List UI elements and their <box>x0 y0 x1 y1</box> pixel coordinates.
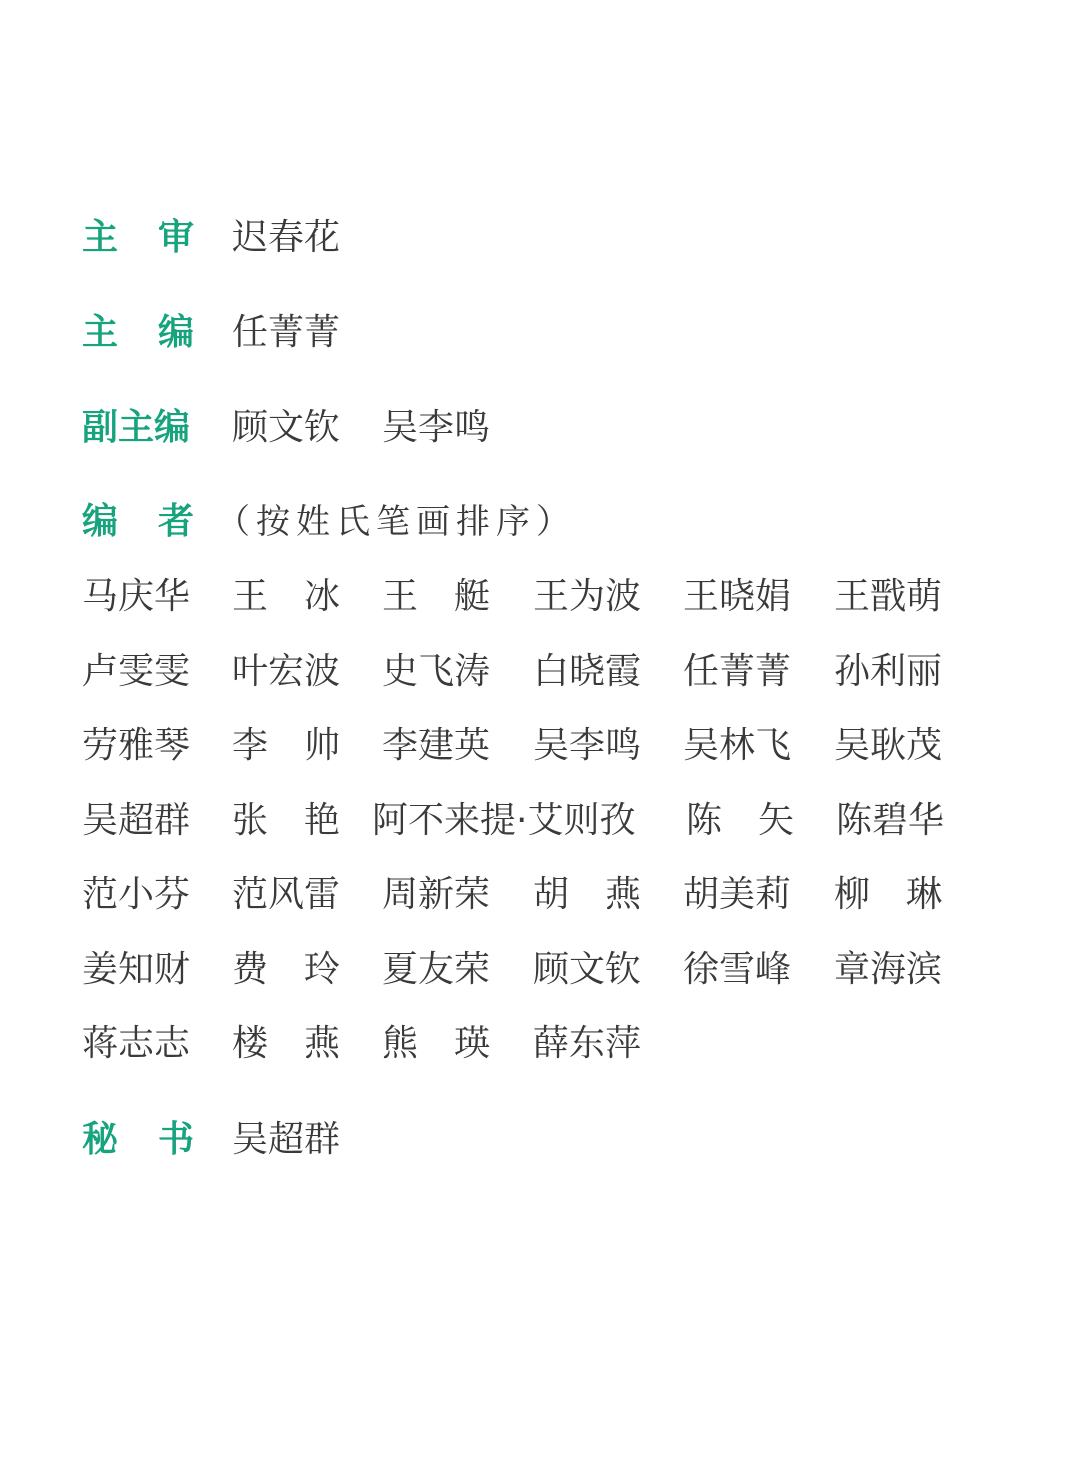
secretary-label <box>82 1116 194 1164</box>
label-char: 书 <box>158 1119 195 1160</box>
editor-name: 柳 琳 <box>834 874 943 915</box>
editor-name: 马庆华 <box>82 576 191 617</box>
editor-name: 薛东萍 <box>533 1023 642 1064</box>
editor-name: 范风雷 <box>232 874 341 915</box>
editors-row <box>82 573 1002 621</box>
editors-row <box>82 722 1002 770</box>
deputy-chief-editor-name: 顾文钦 <box>232 407 341 448</box>
editor-name: 姜知财 <box>82 949 191 990</box>
editor-name: 史飞涛 <box>382 651 491 692</box>
editor-name: 吴林飞 <box>683 725 792 766</box>
chief-reviewer-name: 迟春花 <box>232 217 341 258</box>
editors-sort-note: （按姓氏笔画排序） <box>216 502 576 542</box>
label-char: 编 <box>82 501 119 542</box>
editor-name: 李建英 <box>382 725 491 766</box>
label-char: 主 <box>82 312 119 353</box>
editors-row <box>82 648 1002 696</box>
editor-name: 李 帅 <box>232 725 341 766</box>
editor-name: 胡美莉 <box>683 874 792 915</box>
chief-editor-label <box>82 309 194 357</box>
editor-name: 胡 燕 <box>533 874 642 915</box>
editor-name: 周新荣 <box>382 874 491 915</box>
editor-name: 陈 矢 <box>686 800 795 841</box>
editor-name: 阿不来提·艾则孜 <box>372 800 636 841</box>
editors-row <box>82 946 1002 994</box>
editor-name: 熊 瑛 <box>382 1023 491 1064</box>
editor-name: 费 玲 <box>232 949 341 990</box>
chief-editor-name: 任菁菁 <box>232 312 341 353</box>
editor-name: 叶宏波 <box>232 651 341 692</box>
editors-label <box>82 498 194 546</box>
chief-reviewer-label <box>82 214 194 262</box>
editor-name: 蒋志志 <box>82 1023 191 1064</box>
editor-name: 夏友荣 <box>382 949 491 990</box>
editor-name: 劳雅琴 <box>82 725 191 766</box>
editor-name: 卢雯雯 <box>82 651 191 692</box>
secretary-name: 吴超群 <box>232 1119 341 1160</box>
editor-name: 陈碧华 <box>836 800 945 841</box>
editor-name: 白晓霞 <box>533 651 642 692</box>
editor-name: 王 艇 <box>382 576 491 617</box>
editors-row <box>82 1020 1002 1068</box>
editor-name: 吴耿茂 <box>834 725 943 766</box>
editor-name: 范小芬 <box>82 874 191 915</box>
deputy-chief-editor-label: 副主编 <box>82 407 191 448</box>
editor-name: 任菁菁 <box>683 651 792 692</box>
label-char: 主 <box>82 217 119 258</box>
editor-name: 王为波 <box>533 576 642 617</box>
editor-name: 顾文钦 <box>533 949 642 990</box>
editors-row <box>82 871 1002 919</box>
editor-name: 吴超群 <box>82 800 191 841</box>
editor-name: 楼 燕 <box>232 1023 341 1064</box>
editor-name: 王戬萌 <box>834 576 943 617</box>
editor-name: 章海滨 <box>834 949 943 990</box>
editor-name: 王晓娟 <box>683 576 792 617</box>
label-char: 编 <box>158 312 195 353</box>
editor-name: 张 艳 <box>232 800 341 841</box>
label-char: 者 <box>158 501 195 542</box>
label-char: 审 <box>158 217 195 258</box>
editor-name: 王 冰 <box>232 576 341 617</box>
editor-name: 吴李鸣 <box>533 725 642 766</box>
editors-row <box>82 797 1002 845</box>
editor-name: 徐雪峰 <box>683 949 792 990</box>
deputy-chief-editor-name: 吴李鸣 <box>382 407 491 448</box>
editor-name: 孙利丽 <box>834 651 943 692</box>
label-char: 秘 <box>82 1119 119 1160</box>
